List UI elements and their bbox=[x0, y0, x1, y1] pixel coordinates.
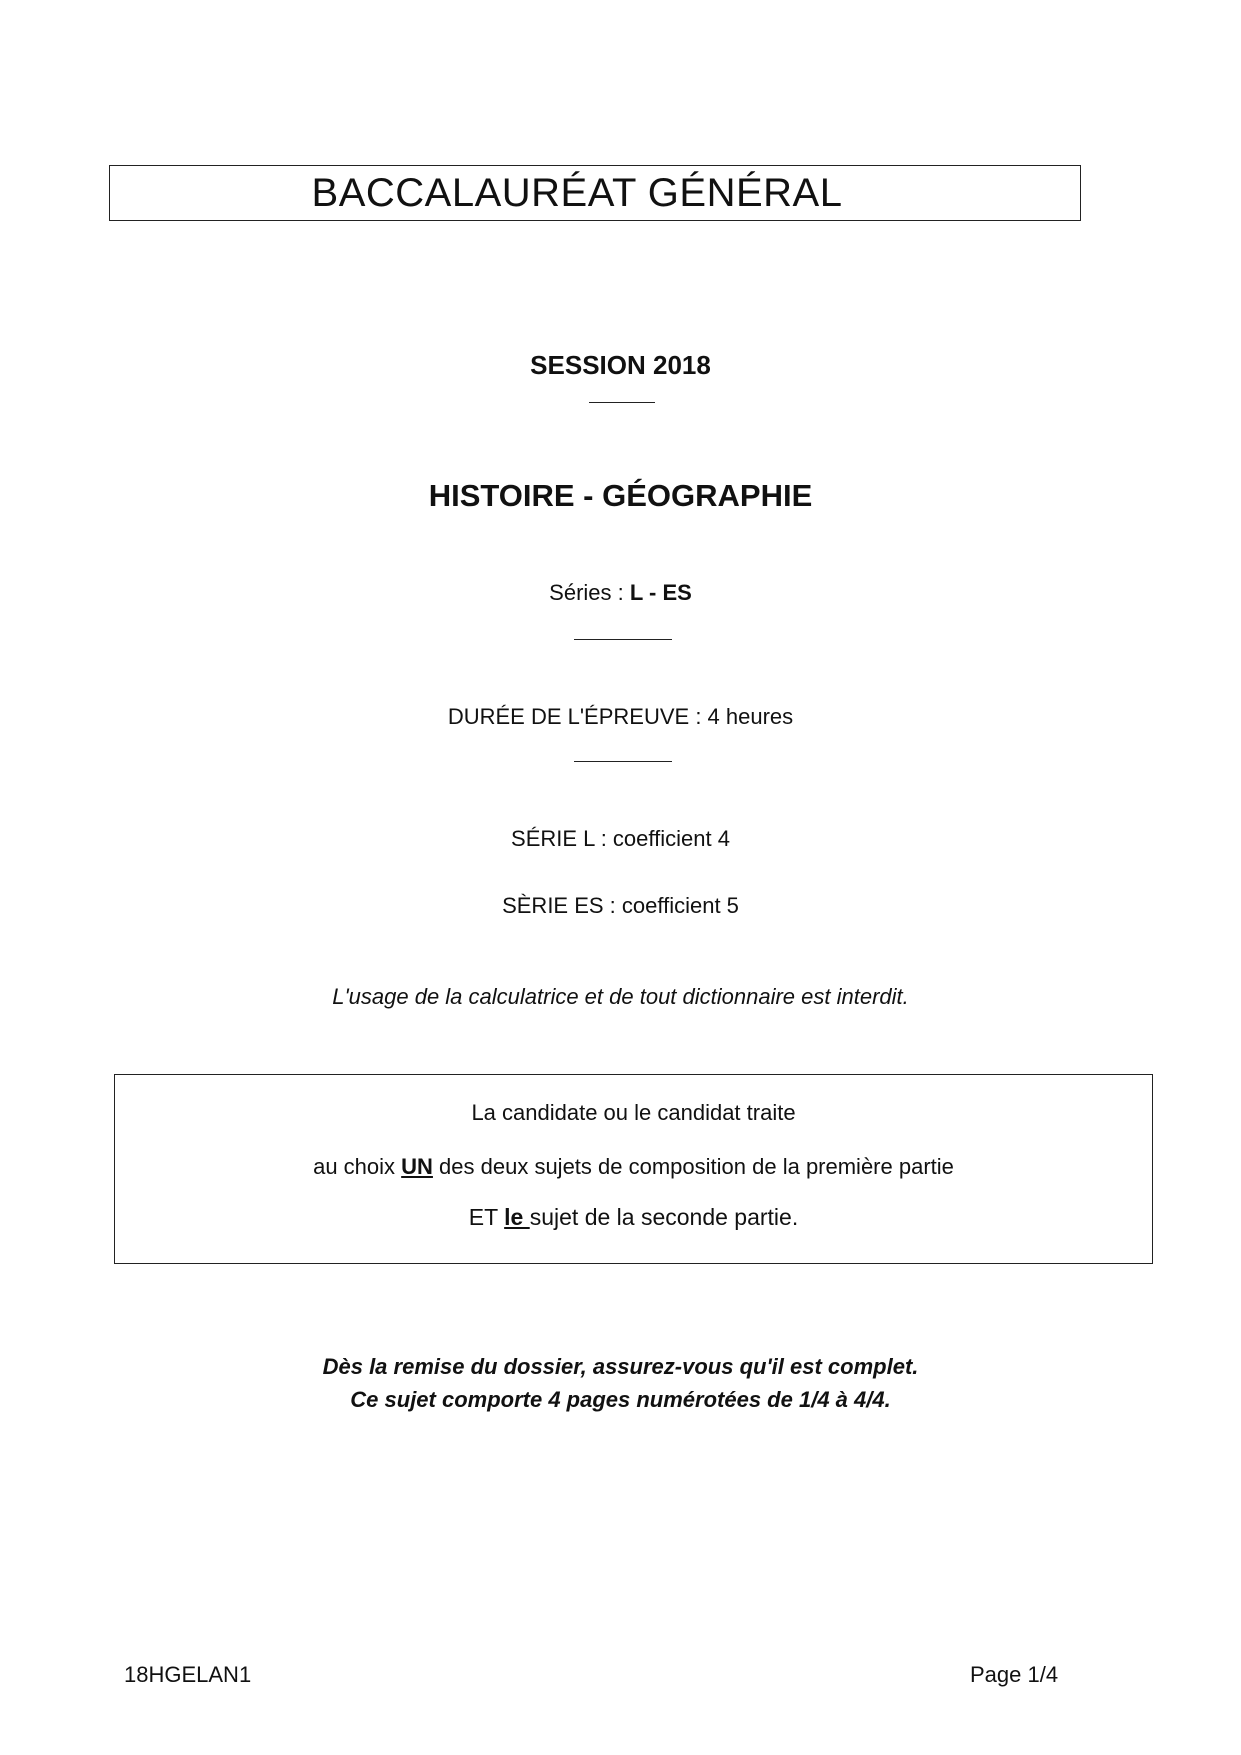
page-count-notice: Ce sujet comporte 4 pages numérotées de 1/4 à 4/4. bbox=[350, 1387, 891, 1412]
divider bbox=[574, 639, 672, 640]
title-box bbox=[109, 165, 1081, 221]
page-number: Page 1/4 bbox=[970, 1662, 1059, 1687]
exam-code: 18HGELAN1 bbox=[124, 1662, 252, 1687]
calculator-notice: L'usage de la calculatrice et de tout dictionnaire est interdit. bbox=[332, 984, 909, 1009]
instruction-box bbox=[114, 1074, 1153, 1264]
divider bbox=[574, 761, 672, 762]
instruction-line-1: La candidate ou le candidat traite bbox=[471, 1100, 796, 1125]
instruction-line-2-emphasis: UN bbox=[401, 1154, 433, 1179]
coefficient-es: SÈRIE ES : coefficient 5 bbox=[502, 893, 739, 918]
coefficient-l: SÉRIE L : coefficient 4 bbox=[511, 826, 730, 851]
divider bbox=[589, 402, 655, 403]
instruction-line-2 bbox=[115, 1154, 1152, 1180]
instruction-line-3 bbox=[115, 1204, 1152, 1231]
instruction-line-3-prefix: ET bbox=[468, 1204, 505, 1230]
instruction-line-3-emphasis: le bbox=[504, 1204, 530, 1230]
series-label: Séries : bbox=[549, 580, 630, 605]
page-title: BACCALAURÉAT GÉNÉRAL bbox=[311, 171, 843, 215]
duration-line: DURÉE DE L'ÉPREUVE : 4 heures bbox=[447, 704, 794, 729]
instruction-line-2-prefix: au choix bbox=[313, 1154, 402, 1179]
instruction-line-3-suffix: sujet de la seconde partie. bbox=[529, 1204, 799, 1230]
completeness-notice: Dès la remise du dossier, assurez-vous qu'il est complet. bbox=[322, 1354, 919, 1379]
series-value: L - ES bbox=[629, 580, 692, 605]
instruction-line-2-suffix: des deux sujets de composition de la première partie bbox=[432, 1154, 954, 1179]
series-line bbox=[0, 580, 1241, 606]
session-label: SESSION 2018 bbox=[530, 350, 711, 380]
subject-title: HISTOIRE - GÉOGRAPHIE bbox=[428, 478, 813, 513]
